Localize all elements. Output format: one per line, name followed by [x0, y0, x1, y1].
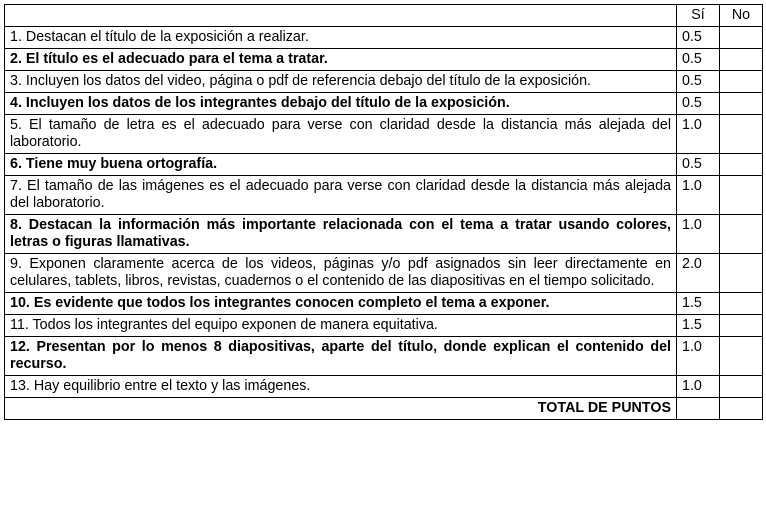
- criterion-text: 7. El tamaño de las imágenes es el adecuado para verse con claridad desde la distancia más alejada del laboratorio.: [5, 176, 677, 215]
- no-score-cell: [720, 337, 763, 376]
- criterion-text: 12. Presentan por lo menos 8 diapositivas, aparte del título, donde explican el contenido del recurso.: [5, 337, 677, 376]
- criterion-text: 2. El título es el adecuado para el tema a tratar.: [5, 49, 677, 71]
- si-score-cell: 1.5: [677, 293, 720, 315]
- table-row: [5, 176, 763, 215]
- table-row: [5, 27, 763, 49]
- si-score-cell: 1.5: [677, 315, 720, 337]
- no-score-cell: [720, 376, 763, 398]
- si-score-cell: 0.5: [677, 93, 720, 115]
- criterion-text: 3. Incluyen los datos del video, página o pdf de referencia debajo del título de la exposición.: [5, 71, 677, 93]
- table-row: [5, 376, 763, 398]
- criterion-text: 8. Destacan la información más importante relacionada con el tema a tratar usando colores, letras o figuras llamativas.: [5, 215, 677, 254]
- table-row: [5, 93, 763, 115]
- si-score-cell: 1.0: [677, 176, 720, 215]
- criterion-text: 9. Exponen claramente acerca de los videos, páginas y/o pdf asignados sin leer directamente en celulares, tablets, libros, revistas, cuadernos o el contenido de las diapositivas en el tiempo solicitado.: [5, 254, 677, 293]
- table-row: [5, 154, 763, 176]
- si-score-cell: 1.0: [677, 115, 720, 154]
- header-blank-cell: [5, 5, 677, 27]
- criterion-text: 5. El tamaño de letra es el adecuado para verse con claridad desde la distancia más alejada del laboratorio.: [5, 115, 677, 154]
- table-row: [5, 337, 763, 376]
- no-score-cell: [720, 71, 763, 93]
- criterion-text: 1. Destacan el título de la exposición a realizar.: [5, 27, 677, 49]
- si-score-cell: 2.0: [677, 254, 720, 293]
- si-score-cell: 0.5: [677, 71, 720, 93]
- criterion-text: 13. Hay equilibrio entre el texto y las imágenes.: [5, 376, 677, 398]
- si-score-cell: 1.0: [677, 215, 720, 254]
- no-score-cell: [720, 115, 763, 154]
- no-score-cell: [720, 154, 763, 176]
- total-label: TOTAL DE PUNTOS: [5, 398, 677, 420]
- no-score-cell: [720, 215, 763, 254]
- si-score-cell: 1.0: [677, 337, 720, 376]
- criterion-text: 11. Todos los integrantes del equipo exponen de manera equitativa.: [5, 315, 677, 337]
- total-row: [5, 398, 763, 420]
- table-row: [5, 254, 763, 293]
- header-si: Sí: [677, 5, 720, 27]
- si-score-cell: 0.5: [677, 27, 720, 49]
- criterion-text: 10. Es evidente que todos los integrantes conocen completo el tema a exponer.: [5, 293, 677, 315]
- si-score-cell: 0.5: [677, 49, 720, 71]
- header-no: No: [720, 5, 763, 27]
- no-score-cell: [720, 254, 763, 293]
- table-row: [5, 315, 763, 337]
- table-row: [5, 293, 763, 315]
- criterion-text: 6. Tiene muy buena ortografía.: [5, 154, 677, 176]
- total-no-cell: [720, 398, 763, 420]
- si-score-cell: 0.5: [677, 154, 720, 176]
- header-row: [5, 5, 763, 27]
- table-row: [5, 71, 763, 93]
- si-score-cell: 1.0: [677, 376, 720, 398]
- no-score-cell: [720, 315, 763, 337]
- table-row: [5, 49, 763, 71]
- table-row: [5, 215, 763, 254]
- total-si-cell: [677, 398, 720, 420]
- table-row: [5, 115, 763, 154]
- evaluation-rubric-table: [4, 4, 763, 420]
- rubric-body: [5, 27, 763, 398]
- no-score-cell: [720, 49, 763, 71]
- no-score-cell: [720, 27, 763, 49]
- criterion-text: 4. Incluyen los datos de los integrantes debajo del título de la exposición.: [5, 93, 677, 115]
- no-score-cell: [720, 176, 763, 215]
- no-score-cell: [720, 93, 763, 115]
- no-score-cell: [720, 293, 763, 315]
